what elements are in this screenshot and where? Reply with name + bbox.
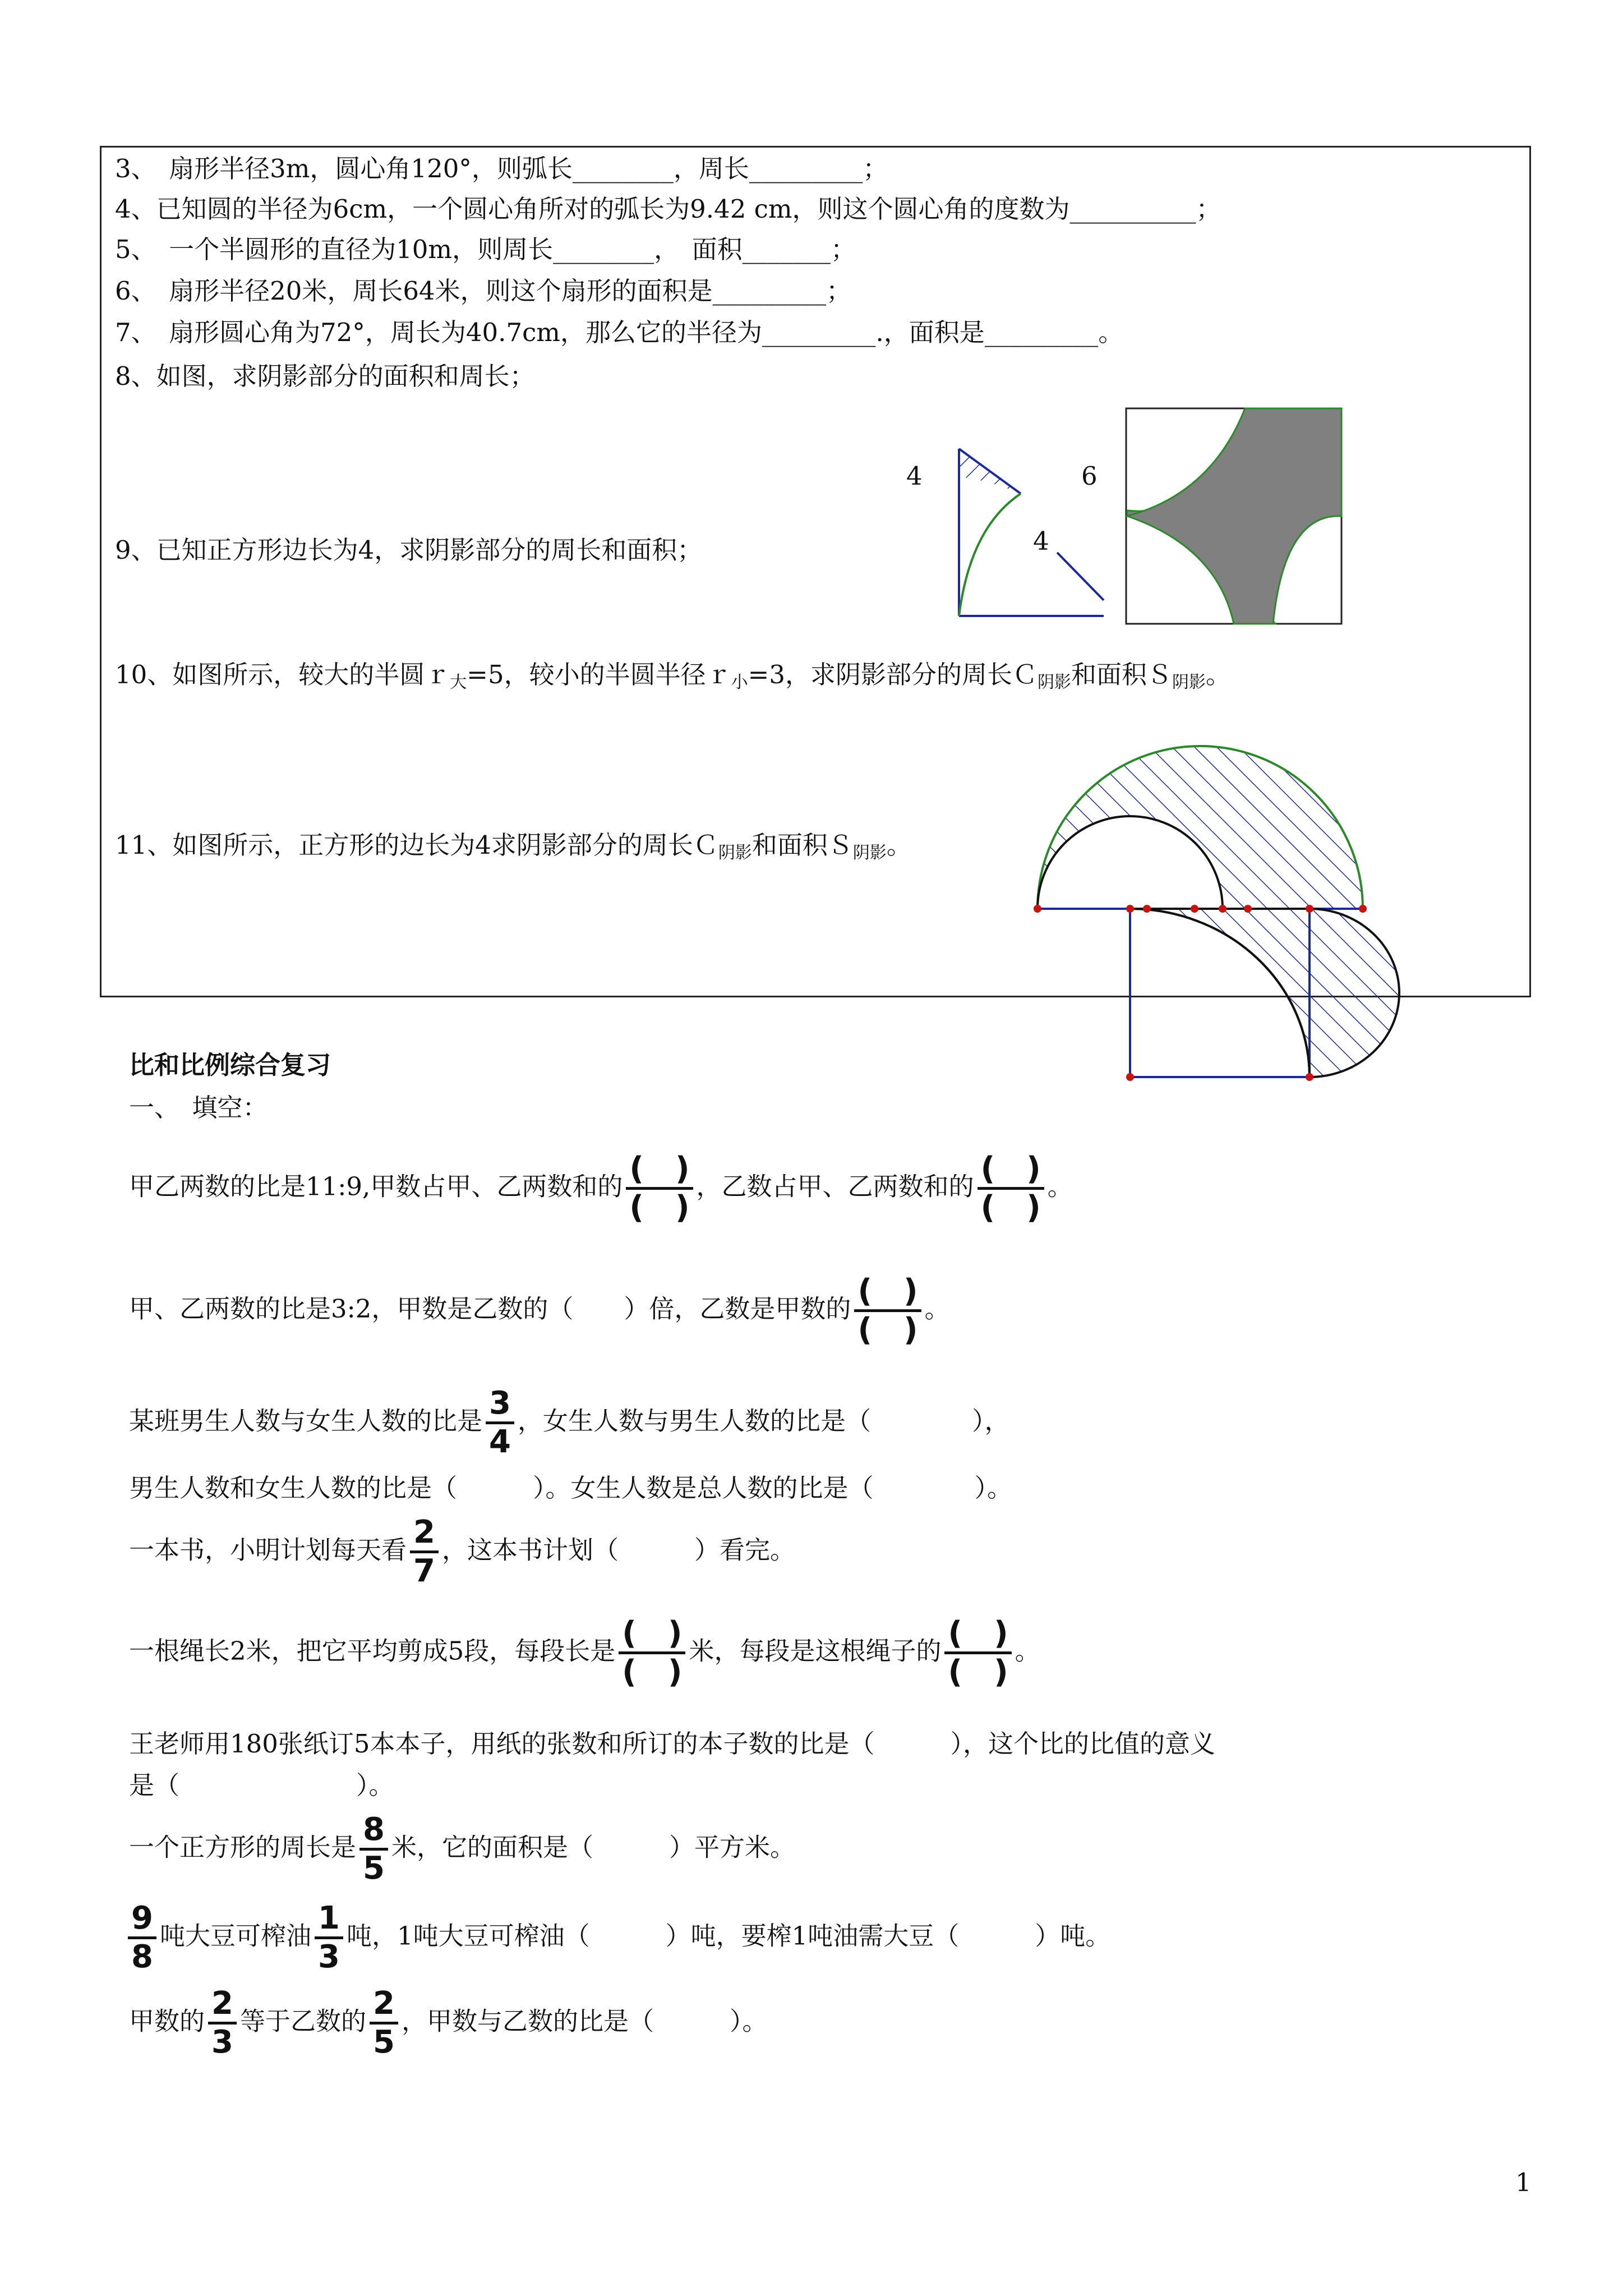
triangle-diagonal-label: 4 [1033,526,1049,556]
fill-q7: 一个正方形的周长是 $\frac{8}{5}$ 米，它的面积是（ ）平方米。 [129,1811,795,1887]
problem-11: 11、如图所示，正方形的边长为4求阴影部分的周长Ｃ$_{阴影}$和面积Ｓ$_{阴影}$。 [115,830,912,863]
square-shaded-figure [1122,404,1346,628]
section-title: 比和比例综合复习 [129,1050,331,1080]
fill-q8: $\frac{9}{8}$ 吨大豆可榨油 $\frac{1}{3}$ 吨，1吨大豆可榨油（ ）吨，要榨1吨油需大豆（ ）吨。 [125,1901,1110,1976]
fill-q9: 甲数的 $\frac{2}{3}$ 等于乙数的 $\frac{2}{5}$ ，甲数与乙数的比是（ ）。 [129,1985,768,2061]
problem-4: 4、已知圆的半径为6cm，一个圆心角所对的弧长为9.42 cm，则这个圆心角的度数为__________； [115,194,1221,224]
fill-q6b: 是（ ）。 [129,1770,394,1800]
problem-9: 9、已知正方形边长为4，求阴影部分的周长和面积； [115,535,703,565]
problem-8: 8、如图，求阴影部分的面积和周长； [115,361,535,391]
fill-q1: 甲乙两数的比是11:9,甲数占甲、乙两数和的 $\frac{( )}{( )}$ ，乙数占甲、乙两数和的 $\frac{( )}{( )}$ 。 [129,1151,1073,1226]
semicircle-square-figure [1032,740,1402,1088]
page-number: 1 [1515,2168,1532,2197]
problem-6: 6、 扇形半径20米，周长64米，则这个扇形的面积是_________； [115,276,852,306]
triangle-side-label: 4 [906,461,923,491]
fill-q6a: 王老师用180张纸订5本本子，用纸的张数和所订的本子数的比是（ ），这个比的比值的意义 [129,1729,1216,1759]
square-side-label: 6 [1081,461,1098,491]
fill-q2: 甲、乙两数的比是3:2，甲数是乙数的（ ）倍，乙数是甲数的 $\frac{( )}{( )}$ 。 [129,1273,950,1349]
problem-10: 10、如图所示，较大的半圆ｒ$_大$=5，较小的半圆半径ｒ$_小$=3，求阴影部分的周长Ｃ$_{阴影}$和面积Ｓ$_{阴影}$。 [115,660,1231,692]
fill-q5: 一根绳长2米，把它平均剪成5段，每段长是 $\frac{( )}{( )}$ 米，每段是这根绳子的 $\frac{( )}{( )}$ 。 [129,1615,1040,1691]
problem-5: 5、 一个半圆形的直径为10m，则周长________， 面积_______； [115,234,856,264]
fill-q3b: 男生人数和女生人数的比是（ ）。女生人数是总人数的比是（ ）。 [129,1473,1013,1503]
section-subtitle: 一、 填空： [129,1093,268,1122]
problem-7: 7、 扇形圆心角为72°，周长为40.7cm，那么它的半径为_________.，面积是_________。 [115,318,1124,347]
fill-q3: 某班男生人数与女生人数的比是 $\frac{3}{4}$ ，女生人数与男生人数的比是（ ）， [129,1385,1010,1461]
problem-3: 3、 扇形半径3m，圆心角120°，则弧长________，周长_________； [115,154,888,183]
fill-q4: 一本书，小明计划每天看 $\frac{2}{7}$ ，这本书计划（ ）看完。 [129,1514,795,1590]
